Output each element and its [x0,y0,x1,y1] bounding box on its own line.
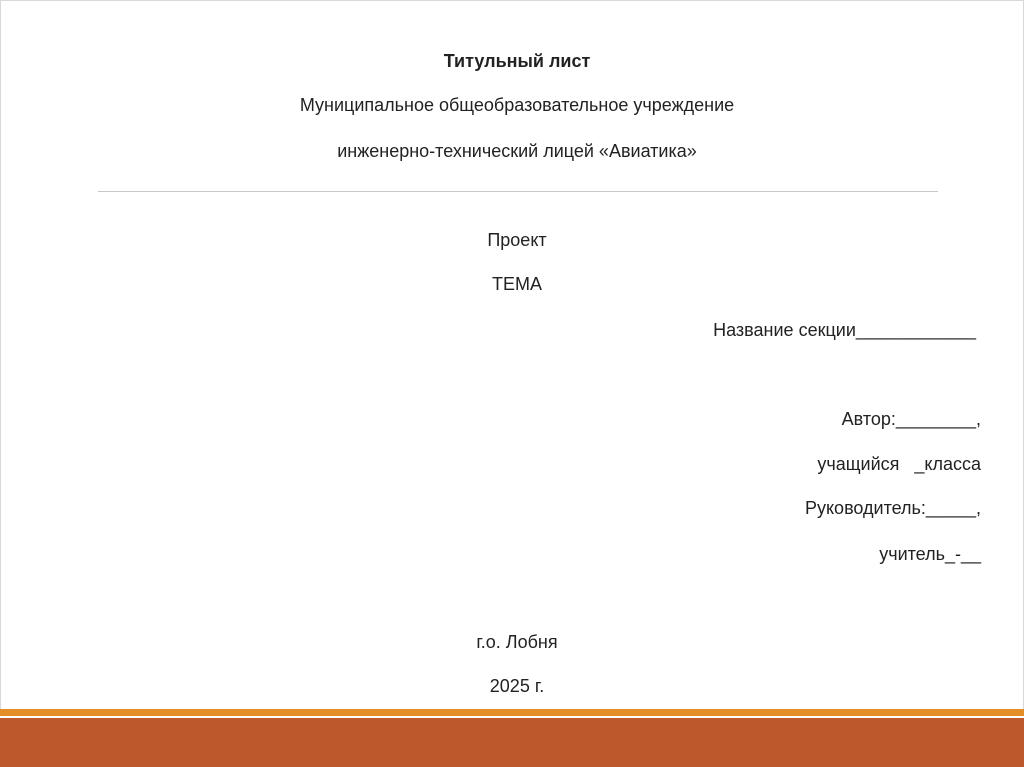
institution-line-1: Муниципальное общеобразовательное учреждение [299,95,735,115]
city-label: г.о. Лобня [476,632,558,652]
project-topic: ТЕМА [491,274,542,294]
footer-accent-band [0,718,1024,767]
supervisor-field: Руководитель:_____, [804,498,981,518]
footer-accent-stripe [0,709,1024,716]
header-divider [98,191,938,192]
student-class-field: учащийся _класса [817,454,981,474]
teacher-field: учитель_-__ [879,544,981,564]
section-name-field: Название секции____________ [713,320,976,340]
year-label: 2025 г. [489,676,545,696]
project-label: Проект [487,230,547,250]
author-field: Автор:________, [841,409,981,429]
institution-line-2: инженерно-технический лицей «Авиатика» [337,141,697,161]
page-title: Титульный лист [443,51,591,71]
